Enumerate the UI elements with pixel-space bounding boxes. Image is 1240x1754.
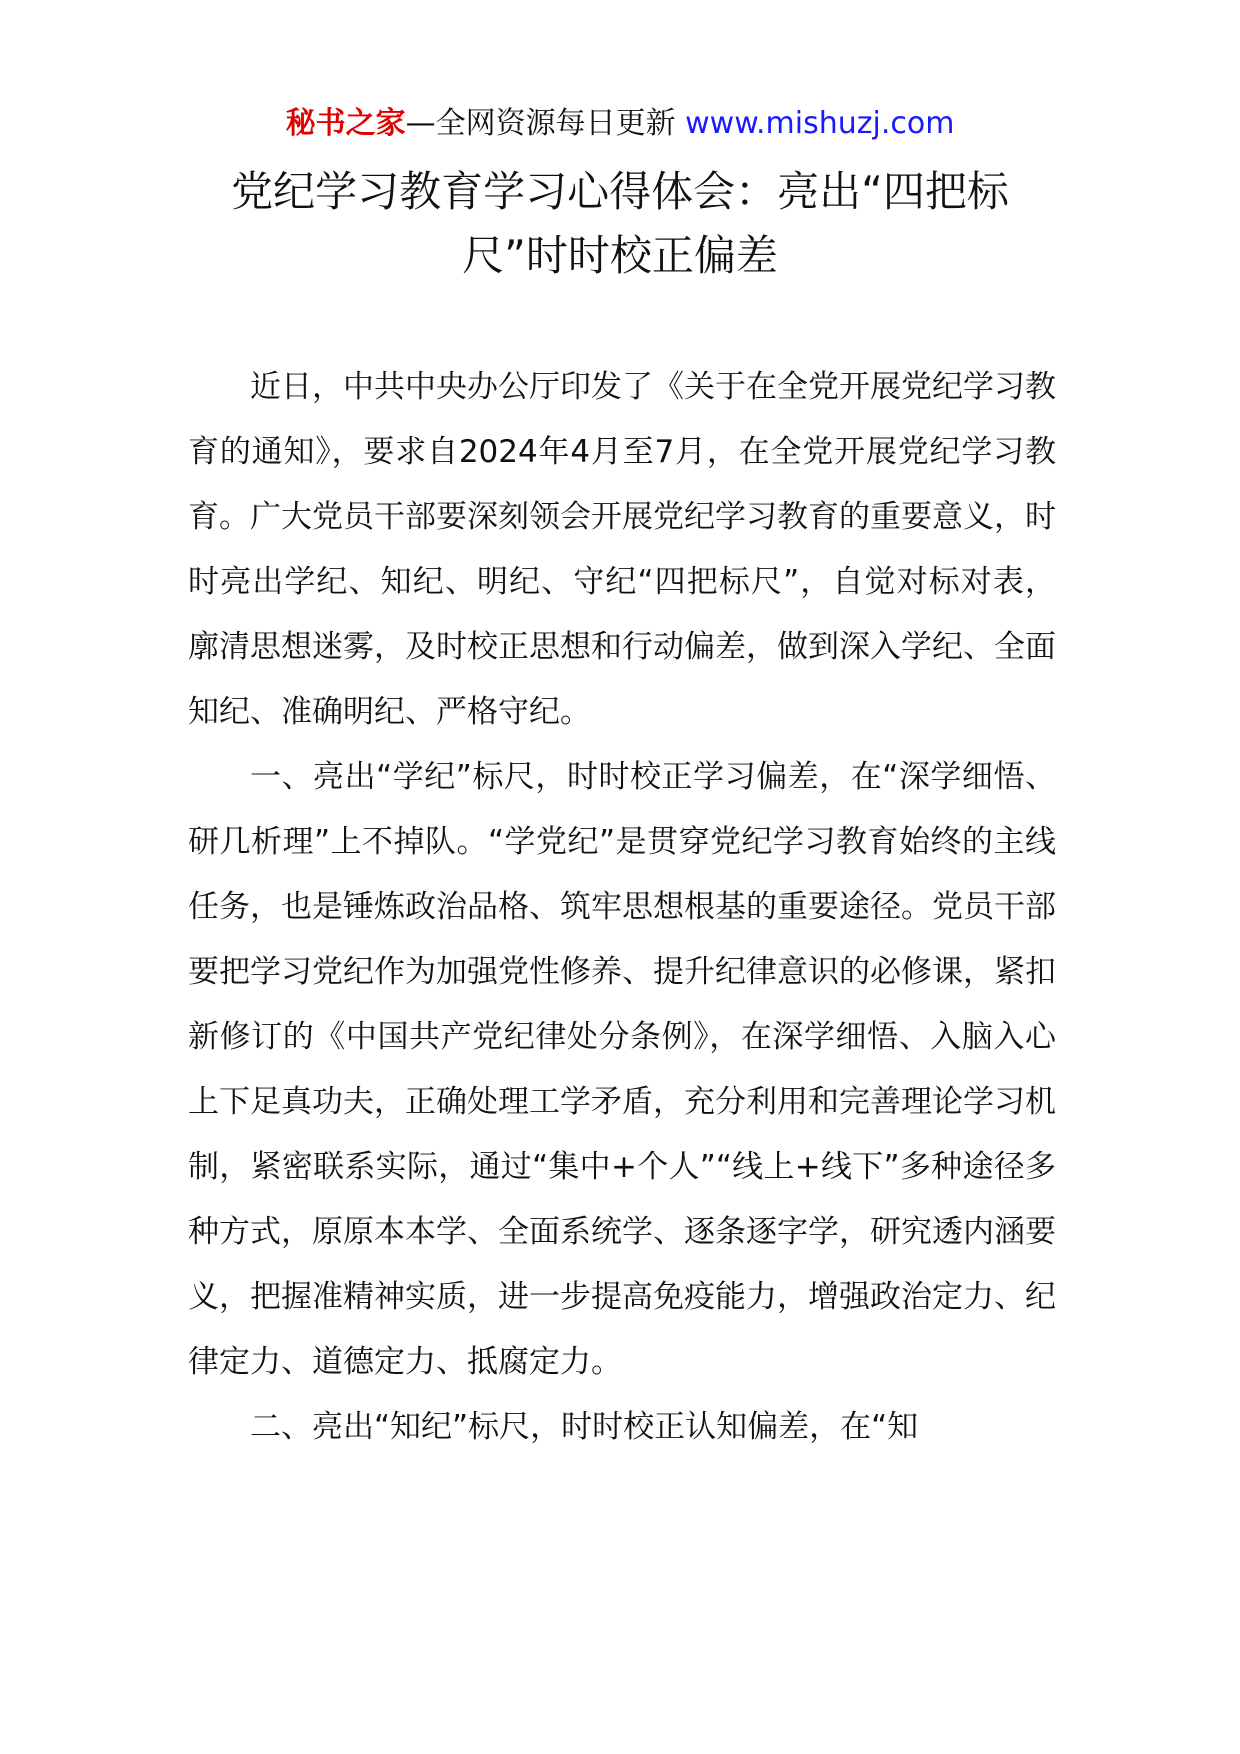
site-header xyxy=(0,104,1240,144)
site-url-link[interactable]: www.mishuzj.com xyxy=(685,106,955,141)
header-tagline: —全网资源每日更新 xyxy=(405,106,676,141)
paragraph-section-1: 一、亮出“学纪”标尺，时时校正学习偏差，在“深学细悟、研几析理”上不掉队。“学党纪”是贯穿党纪学习教育始终的主线任务，也是锤炼政治品格、筑牢思想根基的重要途径。党员干部要把学习党纪作为加强党性修养、提升纪律意识的必修课，紧扣新修订的《中国共产党纪律处分条例》，在深学细悟、入脑入心上下足真功夫，正确处理工学矛盾，充分利用和完善理论学习机制，紧密联系实际，通过“集中+个人”“线上+线下”多种途径多种方式，原原本本学、全面系统学、逐条逐字学，研究透内涵要义，把握准精神实质，进一步提高免疫能力，增强政治定力、纪律定力、道德定力、抵腐定力。 xyxy=(188,759,1056,1380)
document-title: 党纪学习教育学习心得体会：亮出“四把标尺”时时校正偏差 xyxy=(231,167,1009,280)
document-body xyxy=(188,355,1056,1460)
brand-name: 秘书之家 xyxy=(285,106,406,141)
paragraph-section-2: 二、亮出“知纪”标尺，时时校正认知偏差，在“知 xyxy=(250,1409,919,1445)
paragraph-intro: 近日，中共中央办公厅印发了《关于在全党开展党纪学习教育的通知》，要求自2024年4月至7月，在全党开展党纪学习教育。广大党员干部要深刻领会开展党纪学习教育的重要意义，时时亮出学纪、知纪、明纪、守纪“四把标尺”，自觉对标对表，廓清思想迷雾，及时校正思想和行动偏差，做到深入学纪、全面知纪、准确明纪、严格守纪。 xyxy=(188,369,1056,730)
